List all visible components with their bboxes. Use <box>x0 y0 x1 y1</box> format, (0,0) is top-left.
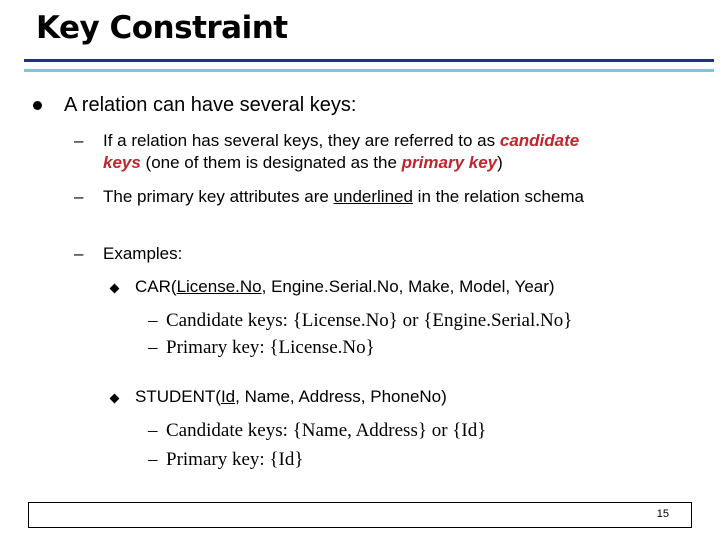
candidate-term: candidate <box>499 131 580 150</box>
dash-icon: – <box>148 337 158 358</box>
underlined-keys-line <box>103 186 584 208</box>
slide-title: Key Constraint <box>36 10 288 46</box>
closing-paren: ) <box>497 153 503 172</box>
dash-icon: – <box>148 420 158 441</box>
dash-icon: – <box>74 131 84 150</box>
candidate-keys-line2 <box>103 152 503 174</box>
page-number: 15 <box>656 508 669 520</box>
student-primary-key: Primary key: {Id} <box>166 449 304 470</box>
designated-text: (one of them is designated as the <box>140 153 402 172</box>
dash-icon: – <box>74 187 84 206</box>
dash-icon: – <box>148 449 158 470</box>
car-primary-key: Primary key: {License.No} <box>166 337 375 358</box>
diamond-bullet-icon <box>110 394 120 404</box>
student-schema <box>135 387 447 407</box>
car-pre: CAR( <box>135 277 177 296</box>
keys-term: keys <box>103 153 141 172</box>
examples-label: Examples: <box>103 244 183 263</box>
dash-icon: – <box>148 310 158 331</box>
footer-box <box>28 502 692 528</box>
car-schema <box>135 277 555 297</box>
candidate-keys-line1 <box>103 130 579 152</box>
main-bullet-text: A relation can have several keys: <box>64 94 357 116</box>
candidate-keys-text: If a relation has several keys, they are referred to as <box>103 131 500 150</box>
title-divider-light <box>24 69 714 72</box>
primary-key-term: primary key <box>401 153 498 172</box>
student-post: , Name, Address, PhoneNo) <box>235 387 447 406</box>
student-key: Id <box>220 387 236 406</box>
car-post: , Engine.Serial.No, Make, Model, Year) <box>261 277 555 296</box>
car-candidate-keys: Candidate keys: {License.No} or {Engine.Serial.No} <box>166 310 573 331</box>
dash-icon: – <box>74 244 84 263</box>
title-divider-dark <box>24 59 714 62</box>
underlined-pre: The primary key attributes are <box>103 187 334 206</box>
underlined-word: underlined <box>333 187 413 206</box>
car-key: License.No <box>176 277 262 296</box>
student-candidate-keys: Candidate keys: {Name, Address} or {Id} <box>166 420 487 441</box>
diamond-bullet-icon <box>110 284 120 294</box>
underlined-post: in the relation schema <box>412 187 584 206</box>
student-pre: STUDENT( <box>135 387 221 406</box>
bullet-dot-icon <box>33 101 42 110</box>
